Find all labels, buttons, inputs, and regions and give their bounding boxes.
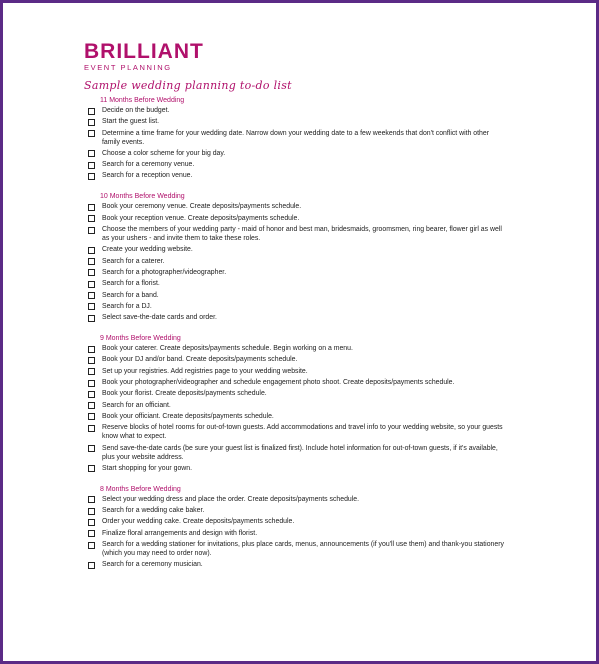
checkbox-icon[interactable] <box>88 380 95 387</box>
checklist-item <box>88 389 508 398</box>
checklist-item-text: Start the guest list. <box>102 118 160 126</box>
checklist-item-text: Search for a florist. <box>102 280 160 288</box>
checkbox-icon[interactable] <box>88 530 95 537</box>
checklist-item <box>88 257 508 266</box>
checklist-item <box>88 423 508 441</box>
checkbox-icon[interactable] <box>88 247 95 254</box>
checklist-item <box>88 344 508 353</box>
document-title: Sample wedding planning to-do list <box>84 79 292 92</box>
checklist-section <box>88 191 508 322</box>
checkbox-icon[interactable] <box>88 130 95 137</box>
checklist-item <box>88 171 508 180</box>
checkbox-icon[interactable] <box>88 227 95 234</box>
brand-subtitle: EVENT PLANNING <box>84 63 172 72</box>
checklist-item-text: Book your florist. Create deposits/payments schedule. <box>102 390 267 398</box>
checkbox-icon[interactable] <box>88 303 95 310</box>
checkbox-icon[interactable] <box>88 315 95 322</box>
checkbox-icon[interactable] <box>88 162 95 169</box>
checklist-item-text: Order your wedding cake. Create deposits/payments schedule. <box>102 518 295 526</box>
checklist-item-text: Determine a time frame for your wedding date. Narrow down your wedding date to a few weekends that don't conflict with other family events. <box>102 129 490 146</box>
checklist-item <box>88 106 508 115</box>
brand-logo <box>84 42 204 72</box>
checklist-item-text: Book your photographer/videographer and schedule engagement photo shoot. Create deposits/payments schedule. <box>102 379 455 387</box>
checklist-item <box>88 506 508 515</box>
checklist-item-text: Search for a reception venue. <box>102 172 193 180</box>
checkbox-icon[interactable] <box>88 562 95 569</box>
checklist-item <box>88 279 508 288</box>
checklist-item-text: Create your wedding website. <box>102 246 193 254</box>
checklist-item <box>88 560 508 569</box>
checkbox-icon[interactable] <box>88 357 95 364</box>
checklist-item-text: Book your reception venue. Create deposits/payments schedule. <box>102 214 300 222</box>
checkbox-icon[interactable] <box>88 173 95 180</box>
checklist-item <box>88 378 508 387</box>
checklist-item-text: Book your officiant. Create deposits/payments schedule. <box>102 412 274 420</box>
checkbox-icon[interactable] <box>88 508 95 515</box>
checklist-item-text: Choose the members of your wedding party - maid of honor and best man, bridesmaids, groomsmen, ring bearer, flower girl as well as your ushers - and invite them to take these roles. <box>102 226 502 243</box>
checklist-item <box>88 401 508 410</box>
checkbox-icon[interactable] <box>88 108 95 115</box>
checklist <box>88 95 508 580</box>
section-heading: 10 Months Before Wedding <box>100 193 185 201</box>
checkbox-icon[interactable] <box>88 368 95 375</box>
checklist-item-text: Search for a caterer. <box>102 257 165 265</box>
checklist-item <box>88 444 508 462</box>
brand-name: BRILLIANT <box>84 40 204 63</box>
checklist-item-text: Search for a ceremony venue. <box>102 161 195 169</box>
checklist-item-text: Book your ceremony venue. Create deposits/payments schedule. <box>102 203 302 211</box>
checkbox-icon[interactable] <box>88 269 95 276</box>
checklist-item-text: Search for a DJ. <box>102 302 152 310</box>
checklist-item <box>88 302 508 311</box>
checkbox-icon[interactable] <box>88 465 95 472</box>
checkbox-icon[interactable] <box>88 413 95 420</box>
checkbox-icon[interactable] <box>88 402 95 409</box>
checklist-item-text: Set up your registries. Add registries page to your wedding website. <box>102 367 308 375</box>
checklist-item-text: Search for a wedding stationer for invitations, plus place cards, menus, announcements (if you'll use them) and thank-you stationery (which you may need to order now). <box>102 541 504 558</box>
checklist-item-text: Book your DJ and/or band. Create deposits/payments schedule. <box>102 356 298 364</box>
checklist-item <box>88 464 508 473</box>
checkbox-icon[interactable] <box>88 119 95 126</box>
checklist-item-text: Book your caterer. Create deposits/payments schedule. Begin working on a menu. <box>102 345 353 353</box>
checklist-item <box>88 517 508 526</box>
checklist-item-text: Reserve blocks of hotel rooms for out-of-town guests. Add accommodations and travel info to your wedding website, so your guests know what to expect. <box>102 424 503 441</box>
checklist-item <box>88 117 508 126</box>
checkbox-icon[interactable] <box>88 258 95 265</box>
checkbox-icon[interactable] <box>88 150 95 157</box>
checklist-item <box>88 245 508 254</box>
checklist-item <box>88 129 508 147</box>
checklist-item-text: Decide on the budget. <box>102 107 170 114</box>
checklist-item <box>88 291 508 300</box>
section-heading: 8 Months Before Wedding <box>100 485 181 493</box>
checklist-item-text: Search for a wedding cake baker. <box>102 507 205 515</box>
checklist-section <box>88 333 508 473</box>
checklist-section <box>88 95 508 180</box>
checklist-item-text: Choose a color scheme for your big day. <box>102 149 226 157</box>
checkbox-icon[interactable] <box>88 215 95 222</box>
checklist-item-text: Send save-the-date cards (be sure your guest list is finalized first). Include hotel information for out-of-town guests, if it's available, plus your website address. <box>102 444 498 461</box>
checklist-item <box>88 149 508 158</box>
checklist-section <box>88 484 508 569</box>
checklist-item-text: Search for a ceremony musician. <box>102 561 203 569</box>
checklist-item-text: Select your wedding dress and place the order. Create deposits/payments schedule. <box>102 495 360 503</box>
checklist-item-text: Search for an officiant. <box>102 401 171 409</box>
checklist-item-text: Finalize floral arrangements and design with florist. <box>102 529 258 537</box>
checklist-item-text: Search for a band. <box>102 291 159 299</box>
checklist-item <box>88 214 508 223</box>
checkbox-icon[interactable] <box>88 391 95 398</box>
checkbox-icon[interactable] <box>88 542 95 549</box>
checklist-item <box>88 160 508 169</box>
checklist-item <box>88 202 508 211</box>
checkbox-icon[interactable] <box>88 281 95 288</box>
checklist-item-text: Select save-the-date cards and order. <box>102 314 217 322</box>
checkbox-icon[interactable] <box>88 204 95 211</box>
section-heading: 11 Months Before Wedding <box>100 97 185 104</box>
checklist-item <box>88 225 508 243</box>
checklist-item <box>88 313 508 322</box>
checkbox-icon[interactable] <box>88 496 95 503</box>
checklist-item-text: Start shopping for your gown. <box>102 464 193 472</box>
checklist-item <box>88 367 508 376</box>
checklist-item <box>88 412 508 421</box>
checklist-item <box>88 268 508 277</box>
checkbox-icon[interactable] <box>88 519 95 526</box>
checkbox-icon[interactable] <box>88 346 95 353</box>
checklist-item <box>88 355 508 364</box>
checklist-item <box>88 495 508 504</box>
checklist-item-text: Search for a photographer/videographer. <box>102 268 227 276</box>
checklist-item <box>88 529 508 538</box>
checkbox-icon[interactable] <box>88 292 95 299</box>
checkbox-icon[interactable] <box>88 425 95 432</box>
checkbox-icon[interactable] <box>88 445 95 452</box>
checklist-item <box>88 540 508 558</box>
section-heading: 9 Months Before Wedding <box>100 335 181 343</box>
